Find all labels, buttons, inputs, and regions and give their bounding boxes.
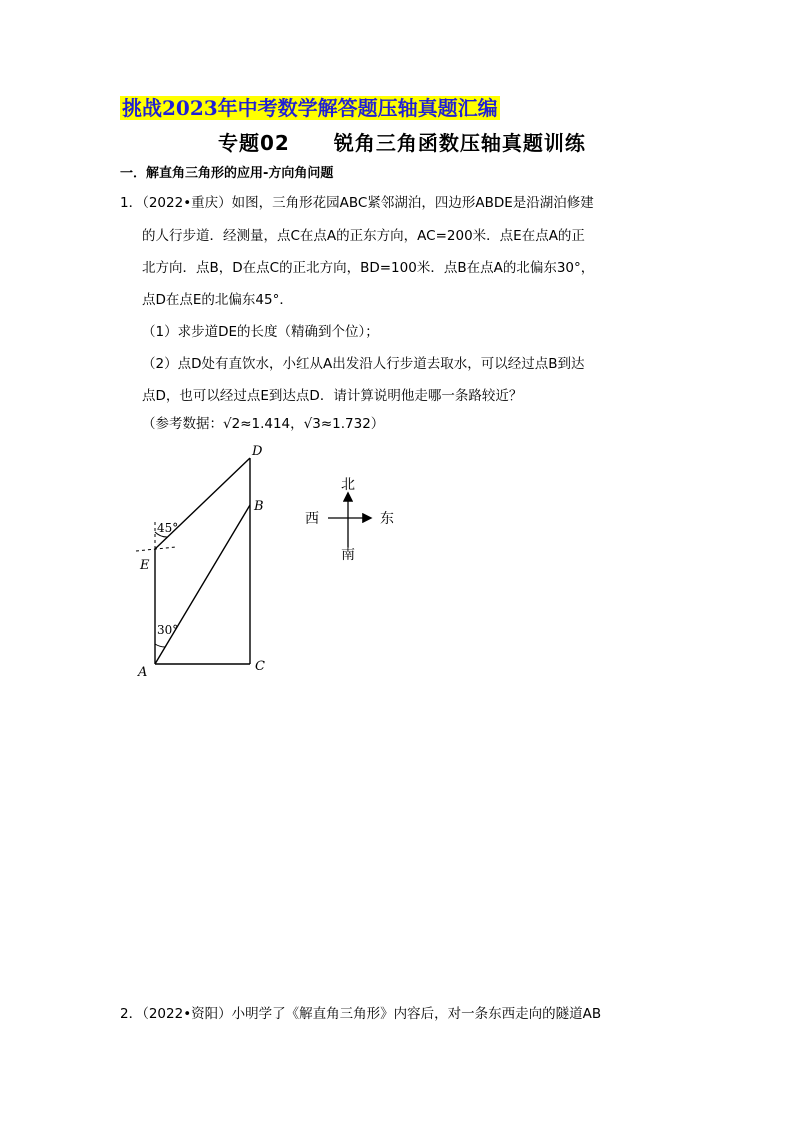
topic-name: 锐角三角函数压轴真题训练 — [333, 131, 586, 155]
problem1-line: 的人行步道．经测量，点C在点A的正东方向，AC=200米．点E在点A的正 — [142, 228, 585, 244]
point-label-e: E — [140, 558, 150, 573]
topic-title — [218, 127, 586, 156]
compass-diagram — [300, 472, 410, 567]
compass-south: 南 — [341, 547, 355, 563]
problem2-line: 2．（2022•资阳）小明学了《解直角三角形》内容后，对一条东西走向的隧道AB — [120, 1006, 602, 1022]
problem1-question-1: （1）求步道DE的长度（精确到个位）； — [142, 324, 379, 340]
section-heading: 一．解直角三角形的应用-方向角问题 — [120, 166, 334, 181]
problem1-question-2: （2）点D处有直饮水，小红从A出发沿人行步道去取水，可以经过点B到达 — [142, 356, 585, 372]
compass-east: 东 — [380, 511, 394, 527]
problem1-line: 北方向．点B，D在点C的正北方向，BD=100米．点B在点A的北偏东30°， — [142, 260, 595, 276]
series-title: 挑战2023年中考数学解答题压轴真题汇编 — [122, 96, 498, 120]
point-label-b: B — [254, 499, 264, 514]
point-label-d: D — [252, 444, 263, 459]
angle-label-45: 45° — [157, 521, 179, 535]
reference-data: （参考数据：√2≈1.414，√3≈1.732） — [142, 416, 385, 432]
compass-north: 北 — [341, 477, 355, 493]
segment-ed — [155, 458, 250, 549]
problem1-line: 点D，也可以经过点E到达点D．请计算说明他走哪一条路较近？ — [142, 388, 523, 404]
topic-number: 专题02 — [218, 131, 290, 155]
compass-west: 西 — [305, 511, 319, 527]
problem1-line: 1．（2022•重庆）如图，三角形花园ABC紧邻湖泊，四边形ABDE是沿湖泊修建 — [120, 195, 594, 211]
angle-arc-30 — [155, 644, 165, 647]
point-label-c: C — [255, 659, 265, 674]
point-label-a: A — [138, 665, 148, 680]
problem1-line: 点D在点E的北偏东45°． — [142, 292, 293, 308]
geometry-figure — [130, 440, 280, 680]
angle-label-30: 30° — [157, 623, 179, 637]
